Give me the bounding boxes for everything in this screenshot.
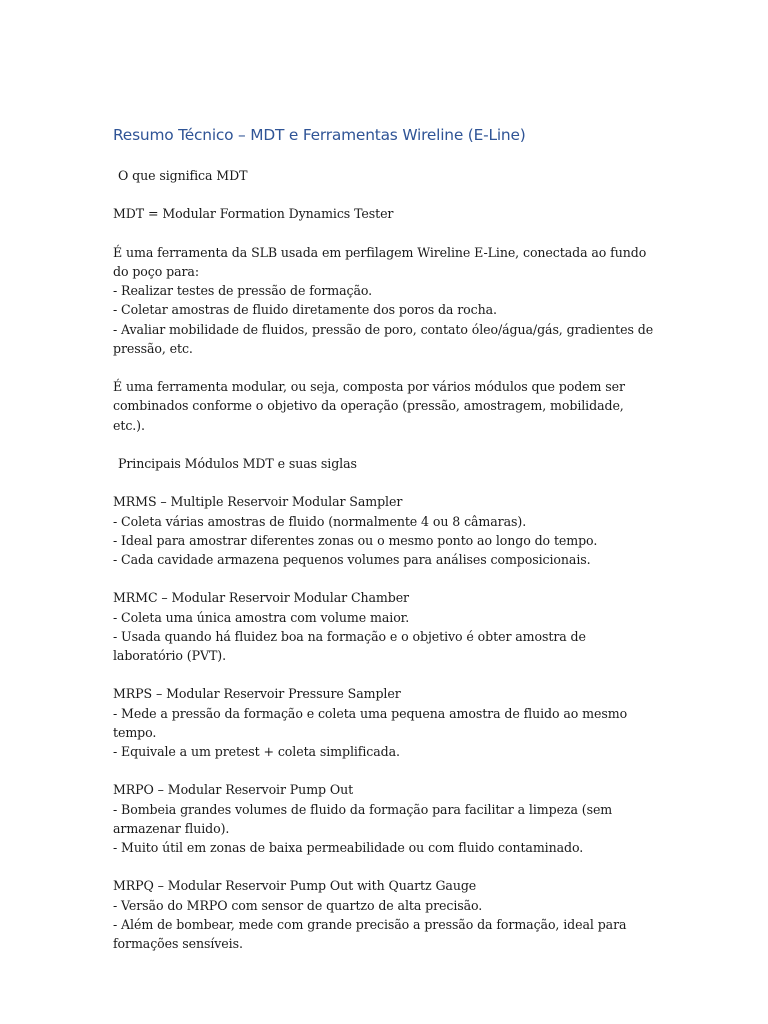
module-name: MRMC – Modular Reservoir Modular Chamber [113,590,409,606]
module-mrms [113,492,658,569]
section-heading-mdt: O que significa MDT [118,168,248,183]
module-name: MRPO – Modular Reservoir Pump Out [113,782,354,798]
module-mrps [113,684,658,761]
mdt-intro-paragraph [113,243,658,358]
list-item: - Ideal para amostrar diferentes zonas ou o mesmo ponto ao longo do tempo. [113,532,598,548]
list-item: - Coleta uma única amostra com volume maior. [113,609,410,625]
module-name: MRMS – Multiple Reservoir Modular Sampler [113,494,403,510]
module-mrmc [113,588,658,665]
list-item: - Além de bombear, mede com grande precisão a pressão da formação, ideal para formações sensíveis. [113,916,631,951]
module-name: MRPS – Modular Reservoir Pressure Sampler [113,686,401,702]
module-mrpq [113,876,658,953]
list-item: - Muito útil em zonas de baixa permeabilidade ou com fluido contaminado. [113,839,584,855]
list-item: - Versão do MRPO com sensor de quartzo de alta precisão. [113,897,483,913]
list-item: - Coleta várias amostras de fluido (normalmente 4 ou 8 câmaras). [113,513,527,529]
module-name: MRPQ – Modular Reservoir Pump Out with Quartz Gauge [113,878,477,894]
list-item: - Equivale a um pretest + coleta simplificada. [113,743,400,759]
modular-paragraph: É uma ferramenta modular, ou seja, composta por vários módulos que podem ser combinados conforme o objetivo da operação (pressão, amostragem, mobilidade, etc.). [113,379,625,433]
document-title: Resumo Técnico – MDT e Ferramentas Wireline (E-Line) [113,126,526,144]
list-item: - Bombeia grandes volumes de fluido da formação para facilitar a limpeza (sem armazenar fluido). [113,801,617,836]
list-item: - Realizar testes de pressão de formação. [113,283,373,299]
list-item: - Usada quando há fluidez boa na formação e o objetivo é obter amostra de laboratório (PVT). [113,628,590,663]
list-item: - Avaliar mobilidade de fluidos, pressão de poro, contato óleo/água/gás, gradientes de pressão, etc. [113,321,657,356]
list-item: - Cada cavidade armazena pequenos volumes para análises composicionais. [113,551,591,567]
mdt-definition: MDT = Modular Formation Dynamics Tester [113,206,394,222]
list-item: - Mede a pressão da formação e coleta uma pequena amostra de fluido ao mesmo tempo. [113,705,631,740]
document-page [113,124,658,972]
list-item: - Coletar amostras de fluido diretamente dos poros da rocha. [113,302,497,318]
module-mrpo [113,780,658,857]
intro-text: É uma ferramenta da SLB usada em perfilagem Wireline E-Line, conectada ao fundo do poço para: [113,244,651,279]
section-heading-modules: Principais Módulos MDT e suas siglas [118,455,357,471]
